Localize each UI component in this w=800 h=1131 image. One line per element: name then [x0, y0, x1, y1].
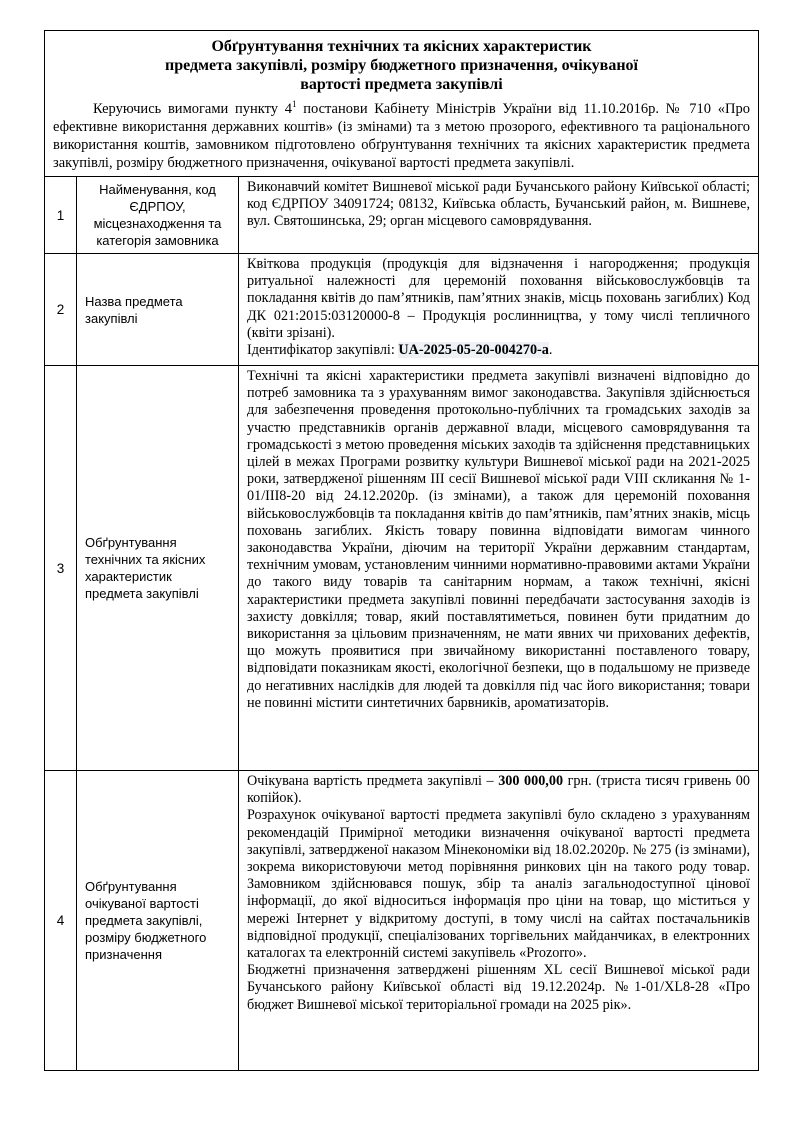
title-line-3: вартості предмета закупівлі [300, 76, 503, 93]
technical-characteristics: Технічні та якісні характеристики предмета закупівлі визначені відповідно до потреб замовника та з урахуванням вимог законодавства. Закупівля здійснюється для забезпечення проведення протокольно-публічних та громадських заходів за участю представників органів державної влади, місцевого самоврядування та громадськості з метою проведення міських заходів та здійснення представницьких цілей в межах Програми розвитку культури Вишневої міської ради на 2021-2025 роки, затвердженої рішенням ІІІ сесії Вишневої міської ради VIII скликання № 1-01/ІІІ8-20 від 24.12.2020р. (із змінами), а також для церемоній поховання військовослужбовців та покладання квітів до пам’ятників, пам’ятних знаків, місць поховань загиблих. Якість товару повинна відповідати вимогам чинного законодавства України, діючим на території України державним стандартам, технічним умовам, установленим чинними нормативно-правовими актами України до такого виду товарів та санітарним нормам, а також технічні, якісні характеристики предмета закупівлі повинні передбачати застосування заходів із захисту довкілля; товар, який поставлятиметься, повинен бути придатним до використання за цільовим призначенням, не мати явних чи прихованих дефектів, що можуть проявитися при звичайному використанні поставленого товару, відповідати показникам якості, екологічної безпеки, що в подальшому не призведе до негативних наслідків для людей та довкілля під час його використання; товари не повинні містити синтетичних барвників, ароматизаторів. [247, 368, 750, 711]
row-label: Назва предмета закупівлі [77, 254, 239, 366]
table-row [45, 771, 759, 1071]
row-number: 2 [45, 254, 77, 366]
intro-text-rest: постанови Кабінету Міністрів України від 11.10.2016р. № 710 «Про ефективне використання державних коштів» (із змінами) та з метою прозорого, ефективного та раціонального використання коштів, замовником підготовлено обґрунтування технічних та якісних характеристик предмета закупівлі, розміру бюджетного призначення, очікуваної вартості предмета закупівлі. [53, 101, 750, 171]
justification-table [44, 30, 759, 1071]
row-content [239, 771, 759, 1071]
procurement-id [247, 342, 750, 359]
procurement-id-value: UA-2025-05-20-004270-a [398, 342, 549, 359]
intro-text-start: Керуючись вимогами пункту 4 [93, 101, 292, 117]
document [44, 30, 758, 1071]
cost-calculation: Розрахунок очікуваної вартості предмета закупівлі було складено з урахуванням рекомендацій Примірної методики визначення очікуваної вартості предмета закупівлі, затвердженої наказом Мінекономіки від 18.02.2020р. № 275 (із змінами), зокрема використовуючи метод порівняння ринкових цін на такого роду товар. Замовником здійснювався пошук, збір та аналіз загальнодоступної цінової інформації, до якої відноситься інформація про ціни на товар, що міститься у мережі Інтернет у відкритому доступі, в тому числі на сайтах постачальників відповідної продукції, спеціалізованих торгівельних майданчиках, в електронних каталогах та електронній системі закупівель «Prozorro». [247, 807, 750, 962]
row-number: 3 [45, 366, 77, 771]
expected-cost-amount: 300 000,00 [498, 773, 564, 789]
row-content [239, 254, 759, 366]
title-line-1: Обґрунтування технічних та якісних характеристик [211, 38, 592, 55]
expected-cost-words: грн. (триста тисяч гривень 00 копійок). [247, 773, 750, 807]
procurement-id-end: . [548, 342, 553, 359]
row-label: Обґрунтування технічних та якісних характеристик предмета закупівлі [77, 366, 239, 771]
expected-cost-text: Очікувана вартість предмета закупівлі – [247, 773, 499, 789]
row-number: 1 [45, 177, 77, 254]
row-number: 4 [45, 771, 77, 1071]
document-title [53, 37, 750, 94]
budget-allocation: Бюджетні призначення затверджені рішенням XL сесії Вишневої міської ради Бучанського району Київської області від 19.12.2024р. №1-01/XL8-28 «Про бюджет Вишневої міської територіальної громади на 2025 рік». [247, 962, 750, 1013]
expected-cost [247, 773, 750, 807]
intro-paragraph [53, 100, 750, 172]
title-line-2: предмета закупівлі, розміру бюджетного призначення, очікуваної [165, 57, 638, 74]
table-row [45, 177, 759, 254]
table-row [45, 254, 759, 366]
table-row [45, 366, 759, 771]
procurement-id-label: Ідентифікатор закупівлі: [247, 342, 399, 359]
row-content [239, 366, 759, 771]
header-cell [45, 31, 759, 177]
row-label: Обґрунтування очікуваної вартості предмета закупівлі, розміру бюджетного призначення [77, 771, 239, 1071]
procurement-name: Квіткова продукція (продукція для відзначення і нагородження; продукція ритуальної належності для церемоній поховання військовослужбовців та покладання квітів до пам’ятників, пам’ятних знаків, місць поховань загиблих) Код ДК 021:2015:03120000-8 – Продукція рослинництва, у тому числі тепличного (квіти зрізані). [247, 256, 750, 341]
row-label: Найменування, код ЄДРПОУ, місцезнаходження та категорія замовника [77, 177, 239, 254]
header-row [45, 31, 759, 177]
intro-superscript: 1 [292, 99, 297, 110]
row-content [239, 177, 759, 254]
customer-info: Виконавчий комітет Вишневої міської ради Бучанського району Київської області; код ЄДРПОУ 34091724; 08132, Київська область, Бучанський район, м. Вишневе, вул. Святошинська, 29; орган місцевого самоврядування. [247, 179, 750, 230]
